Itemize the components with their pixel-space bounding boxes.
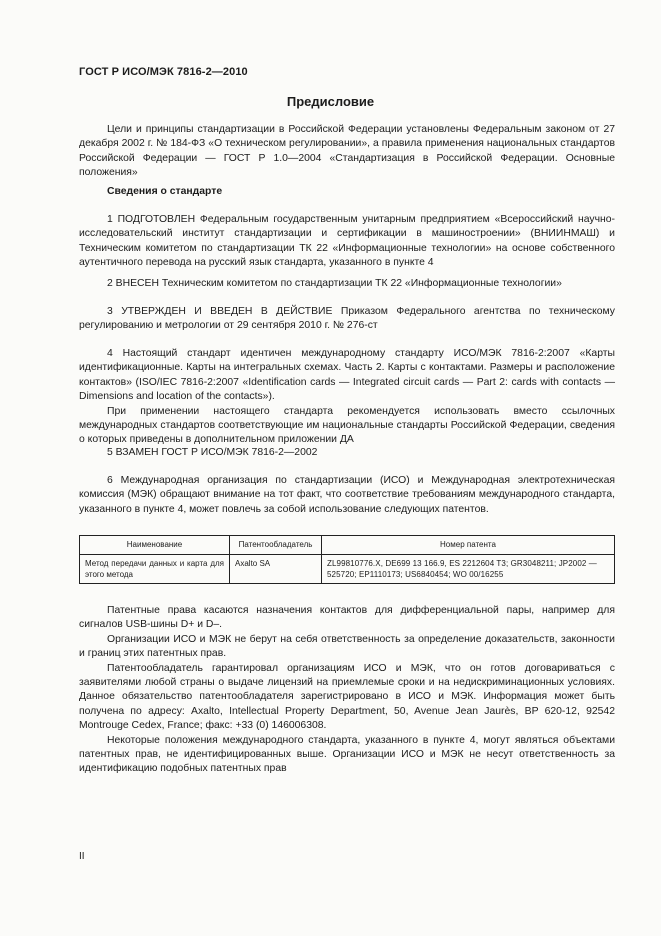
item-5-text: 5 ВЗАМЕН ГОСТ Р ИСО/МЭК 7816-2—2002 xyxy=(107,447,318,458)
closing-3: Патентообладатель гарантировал организациям ИСО и МЭК, что он готов договариваться с заявителями любой страны о выдаче лицензий на приемлемые сроки и на недискриминационных условиях. Данное обязательство патентообладателя зарегистрировано в ИСО и МЭК. Информация может быть получена по адресу: Axalto, Intellectual Property Department, 50, Avenue Jean Jaurès, BP 620-12, 92542 Montrouge Cedex, France; факс: +33 (0) 146006308. xyxy=(79,662,615,732)
item-1 xyxy=(79,213,615,271)
table-row xyxy=(80,555,615,584)
intro-paragraph xyxy=(79,123,615,181)
item-4 xyxy=(79,347,615,448)
item-3-text: 3 УТВЕРЖДЕН И ВВЕДЕН В ДЕЙСТВИЕ Приказом Федерального агентства по техническому регулированию и метрологии от 29 сентября 2010 г. № 276-ст xyxy=(79,306,615,332)
item-1-text: 1 ПОДГОТОВЛЕН Федеральным государственным унитарным предприятием «Всероссийский научно-исследовательский институт стандартизации и сертификации в машиностроении» (ВНИИНМАШ) и Техническим комитетом по стандартизации ТК 22 «Информационные технологии» на основе собственного аутентичного перевода на русский язык стандарта, указанного в пункте 4 xyxy=(79,214,615,269)
closing-paragraphs xyxy=(79,604,615,777)
cell-holder: Axalto SA xyxy=(230,555,322,584)
item-3 xyxy=(79,305,615,334)
document-header: ГОСТ Р ИСО/МЭК 7816-2—2010 xyxy=(79,66,248,78)
column-header-number: Номер патента xyxy=(322,536,615,555)
item-5 xyxy=(79,446,615,460)
column-header-name: Наименование xyxy=(80,536,230,555)
item-2-text: 2 ВНЕСЕН Техническим комитетом по стандартизации ТК 22 «Информационные технологии» xyxy=(107,278,562,289)
intro-text: Цели и принципы стандартизации в Российской Федерации установлены Федеральным законом от 27 декабря 2002 г. № 184-ФЗ «О техническом регулировании», а правила применения национальных стандартов Российской Федерации — ГОСТ Р 1.0—2004 «Стандартизация в Российской Федерации. Основные положения» xyxy=(79,124,615,179)
cell-name: Метод передачи данных и карта для этого метода xyxy=(80,555,230,584)
closing-4: Некоторые положения международного стандарта, указанного в пункте 4, могут являться объектами патентных прав, не идентифицированных выше. Организации ИСО и МЭК не несут ответственность за идентификацию подобных патентных прав xyxy=(79,734,615,775)
closing-1: Патентные права касаются назначения контактов для дифференциальной пары, например для сигналов USB-шины D+ и D–. xyxy=(79,605,615,631)
section-subheading: Сведения о стандарте xyxy=(107,186,223,197)
page-number: II xyxy=(79,851,85,862)
closing-2: Организации ИСО и МЭК не берут на себя ответственность за определение доказательств, законности и границ этих патентных прав. xyxy=(79,633,615,660)
cell-numbers: ZL99810776.X, DE699 13 166.9, ES 2212604 T3; GR3048211; JP2002 — 525720; EP1110173; US6840454; WO 00/16255 xyxy=(322,555,615,584)
table-header-row xyxy=(80,536,615,555)
item-4-note: При применении настоящего стандарта рекомендуется использовать вместо ссылочных международных стандартов соответствующие им национальные стандарты Российской Федерации, сведения о которых приведены в дополнительном приложении ДА xyxy=(79,405,615,446)
patent-table xyxy=(79,535,615,584)
item-6-text: 6 Международная организация по стандартизации (ИСО) и Международная электротехническая комиссия (МЭК) обращают внимание на тот факт, что соответствие требованиям международного стандарта, указанного в пункте 4, может повлечь за собой использование следующих патентов. xyxy=(79,475,615,515)
item-6 xyxy=(79,474,615,517)
column-header-holder: Патентообладатель xyxy=(230,536,322,555)
item-2 xyxy=(79,277,615,291)
item-4-text: 4 Настоящий стандарт идентичен международному стандарту ИСО/МЭК 7816-2:2007 «Карты идентификационные. Карты на интегральных схемах. Часть 2. Карты с контактами. Размеры и расположение контактов» (ISO/IEC 7816-2:2007 «Identification cards — Integrated circuit cards — Part 2: cards with contacts — Dimensions and location of the contacts»). xyxy=(79,348,615,403)
page-title: Предисловие xyxy=(286,94,375,109)
